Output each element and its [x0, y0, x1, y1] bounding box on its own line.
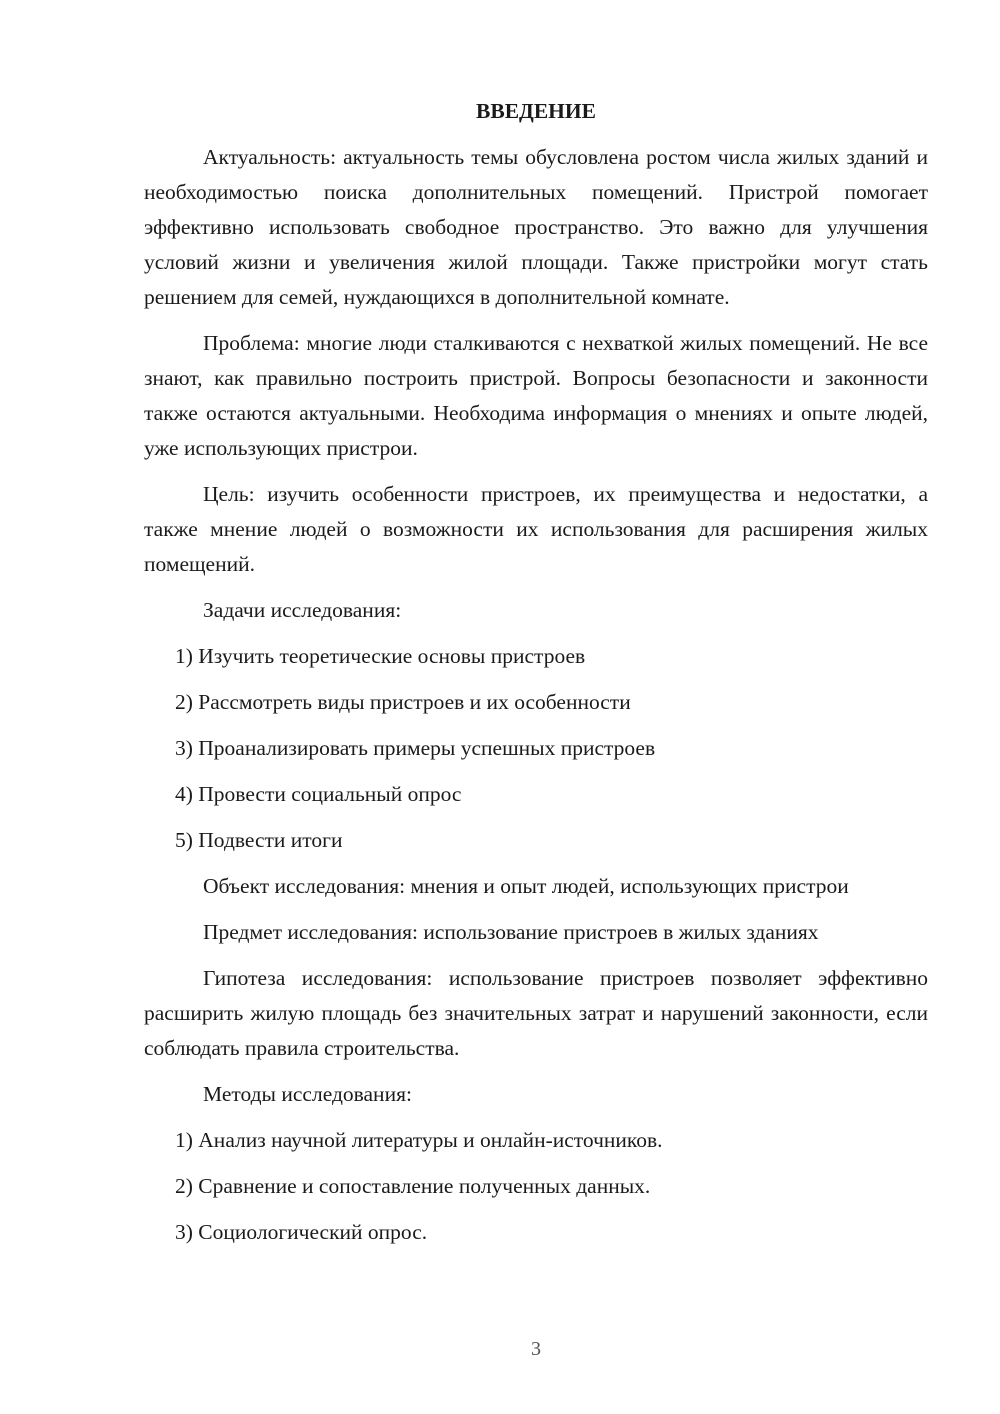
goal-paragraph: Цель: изучить особенности пристроев, их преимущества и недостатки, а также мнение людей о возможности их использования для расширения жилых помещений.: [144, 482, 928, 576]
task-item: 3) Проанализировать примеры успешных пристроев: [175, 736, 656, 760]
methods-list: [144, 1123, 928, 1250]
task-item: 1) Изучить теоретические основы пристроев: [175, 644, 586, 668]
task-item: 5) Подвести итоги: [175, 828, 343, 852]
relevance-paragraph: Актуальность: актуальность темы обусловлена ростом числа жилых зданий и необходимостью поиска дополнительных помещений. Пристрой помогает эффективно использовать свободное пространство. Это важно для улучшения условий жизни и увеличения жилой площади. Также пристройки могут стать решением для семей, нуждающихся в дополнительной комнате.: [144, 145, 928, 309]
subject-paragraph: Предмет исследования: использование пристроев в жилых зданиях: [203, 920, 819, 944]
method-item: 2) Сравнение и сопоставление полученных данных.: [175, 1174, 651, 1198]
method-item: 3) Социологический опрос.: [175, 1220, 428, 1244]
page-content: [144, 94, 928, 1261]
page-number: 3: [531, 1338, 541, 1360]
methods-heading: Методы исследования:: [203, 1082, 412, 1106]
problem-paragraph: Проблема: многие люди сталкиваются с нехваткой жилых помещений. Не все знают, как правильно построить пристрой. Вопросы безопасности и законности также остаются актуальными. Необходима информация о мнениях и опыте людей, уже использующих пристрои.: [144, 331, 928, 460]
method-item: 1) Анализ научной литературы и онлайн-источников.: [175, 1128, 663, 1152]
tasks-heading: Задачи исследования:: [203, 598, 402, 622]
task-item: 4) Провести социальный опрос: [175, 782, 462, 806]
section-title: ВВЕДЕНИЕ: [476, 99, 596, 123]
tasks-list: [144, 639, 928, 858]
object-paragraph: Объект исследования: мнения и опыт людей, использующих пристрои: [203, 874, 849, 898]
task-item: 2) Рассмотреть виды пристроев и их особенности: [175, 690, 631, 714]
hypothesis-paragraph: Гипотеза исследования: использование пристроев позволяет эффективно расширить жилую площадь без значительных затрат и нарушений законности, если соблюдать правила строительства.: [144, 966, 928, 1060]
